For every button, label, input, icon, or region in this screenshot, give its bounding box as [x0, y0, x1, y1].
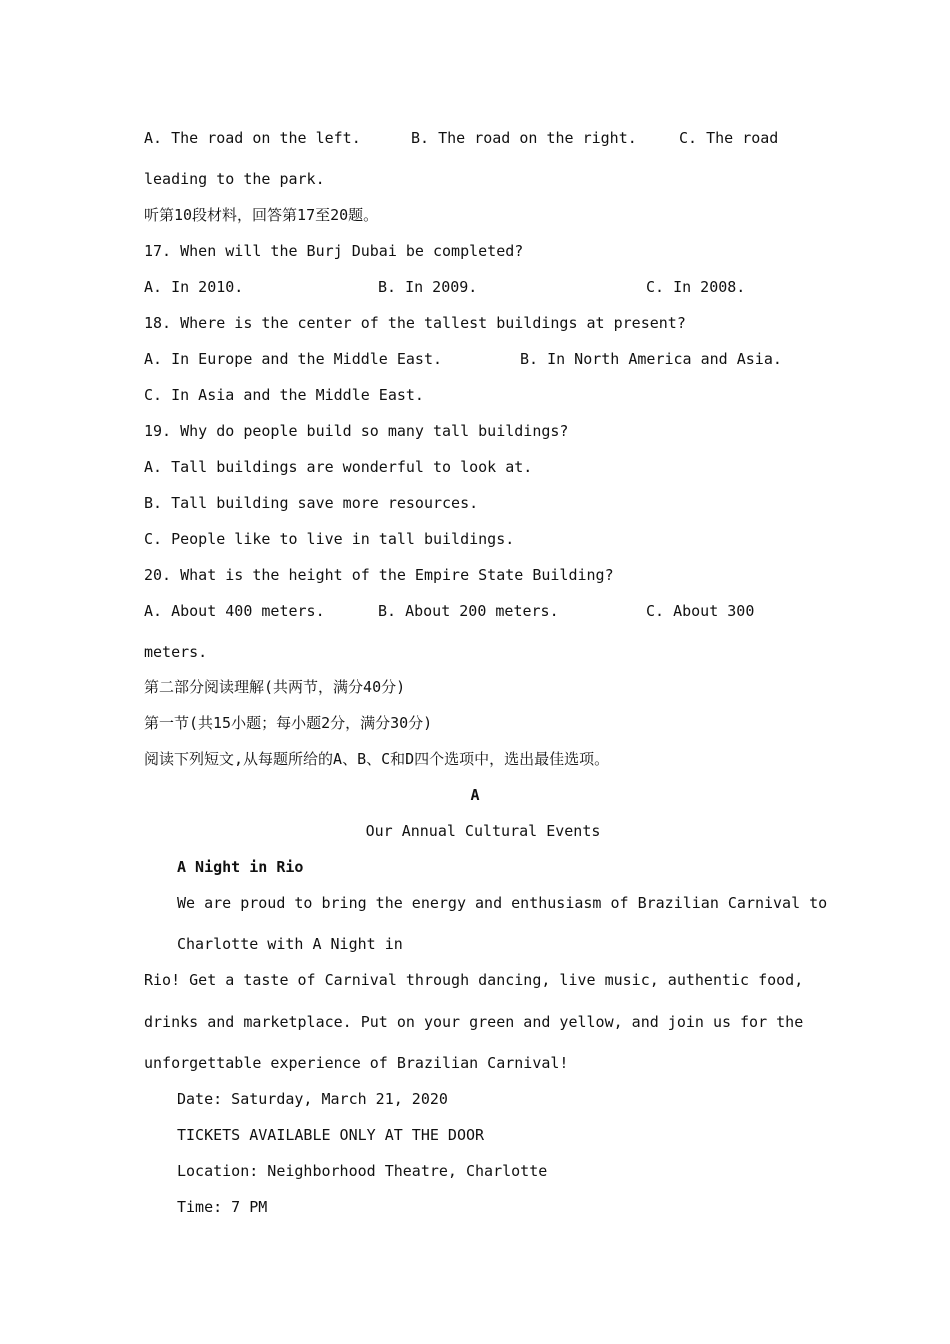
passage-paragraph-line: We are proud to bring the energy and enthusiasm of Brazilian Carnival to [177, 894, 828, 912]
passage-paragraph-line: drinks and marketplace. Put on your green and yellow, and join us for the [144, 1013, 804, 1031]
passage-label: A [470, 786, 480, 804]
q17-option-b: B. In 2009. [378, 278, 478, 296]
q20-option-b: B. About 200 meters. [378, 602, 559, 620]
part2-title: 第二部分阅读理解(共两节，满分40分) [144, 678, 406, 696]
event-time: Time: 7 PM [177, 1198, 268, 1216]
q20-option-a: A. About 400 meters. [144, 602, 325, 620]
q19-question: 19. Why do people build so many tall buildings? [144, 422, 569, 440]
q17-option-a: A. In 2010. [144, 278, 244, 296]
part2-instruction: 阅读下列短文,从每题所给的A、B、C和D四个选项中，选出最佳选项。 [144, 750, 610, 768]
q16-option-c: C. The road [679, 129, 779, 147]
section10-header: 听第10段材料，回答第17至20题。 [144, 206, 379, 224]
event-location: Location: Neighborhood Theatre, Charlotte [177, 1162, 548, 1180]
event-tickets: TICKETS AVAILABLE ONLY AT THE DOOR [177, 1126, 485, 1144]
q20-question: 20. What is the height of the Empire State Building? [144, 566, 614, 584]
q16-option-a: A. The road on the left. [144, 129, 361, 147]
event-title: A Night in Rio [177, 858, 304, 876]
q18-question: 18. Where is the center of the tallest buildings at present? [144, 314, 686, 332]
q17-question: 17. When will the Burj Dubai be completed? [144, 242, 524, 260]
part2-section1: 第一节(共15小题；每小题2分，满分30分) [144, 714, 433, 732]
q16-option-c-continued: leading to the park. [144, 170, 325, 188]
q17-option-c: C. In 2008. [646, 278, 746, 296]
q20-option-c: C. About 300 [646, 602, 755, 620]
passage-paragraph-line: unforgettable experience of Brazilian Carnival! [144, 1054, 569, 1072]
passage-paragraph-line: Charlotte with A Night in [177, 935, 403, 953]
q19-option-b: B. Tall building save more resources. [144, 494, 479, 512]
q16-option-b: B. The road on the right. [411, 129, 637, 147]
passage-paragraph-line: Rio! Get a taste of Carnival through dancing, live music, authentic food, [144, 971, 804, 989]
q19-option-c: C. People like to live in tall buildings. [144, 530, 515, 548]
passage-title: Our Annual Cultural Events [365, 822, 601, 840]
q18-option-b: B. In North America and Asia. [520, 350, 782, 368]
q18-option-c: C. In Asia and the Middle East. [144, 386, 424, 404]
q20-option-c-continued: meters. [144, 643, 208, 661]
q18-option-a: A. In Europe and the Middle East. [144, 350, 443, 368]
event-date: Date: Saturday, March 21, 2020 [177, 1090, 448, 1108]
q19-option-a: A. Tall buildings are wonderful to look at. [144, 458, 533, 476]
